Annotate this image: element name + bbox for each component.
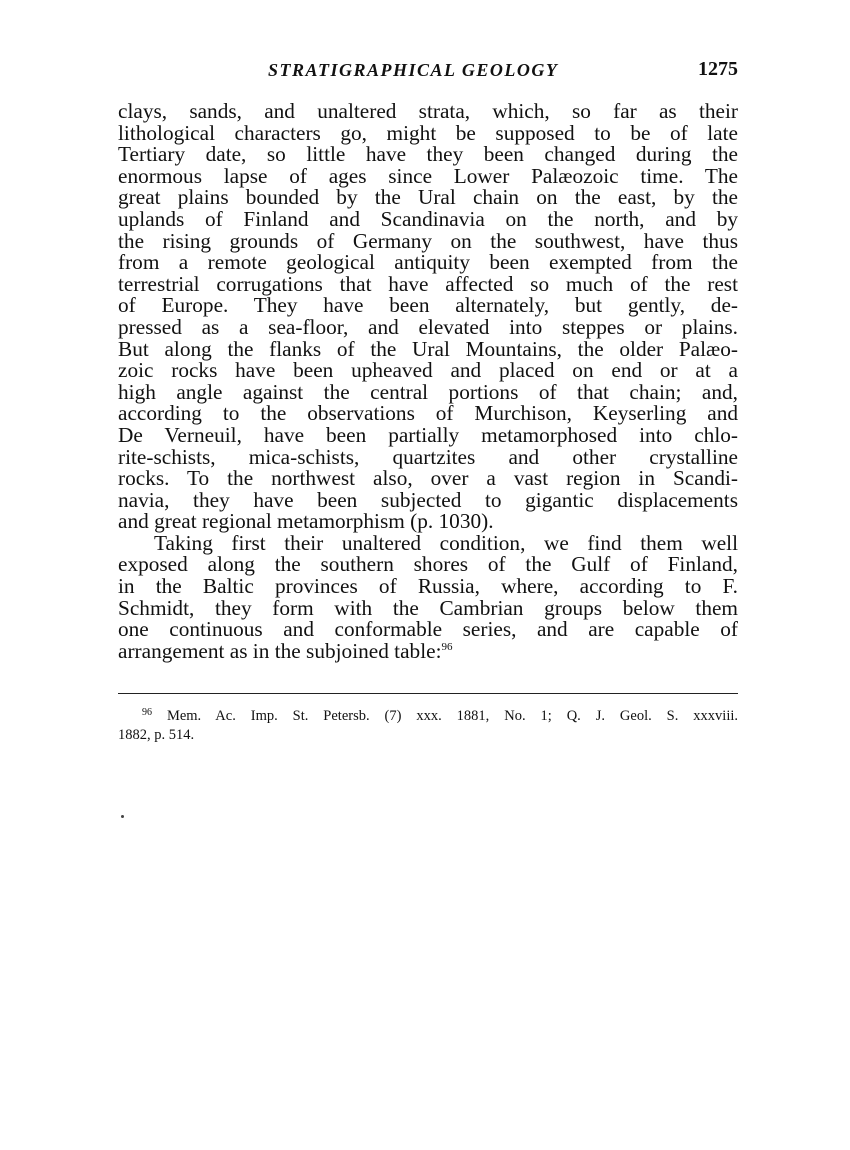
text-line: according to the observations of Murchison, Keyserling and: [118, 401, 738, 426]
text-line: great plains bounded by the Ural chain on the east, by the: [118, 185, 738, 210]
footnote: [118, 707, 738, 745]
running-title: STRATIGRAPHICAL GEOLOGY: [268, 60, 559, 80]
text-line: rocks. To the northwest also, over a vast region in Scandi-: [118, 466, 738, 491]
text-line: pressed as a sea-floor, and elevated into steppes or plains.: [118, 314, 738, 339]
footnote-text: Mem. Ac. Imp. St. Petersb. (7) xxx. 1881, No. 1; Q. J. Geol. S. xxxviii.: [166, 708, 738, 724]
text-line: Tertiary date, so little have they been changed during the: [118, 142, 738, 167]
page-speck: [121, 815, 124, 818]
text-line: lithological characters go, might be supposed to be of late: [118, 120, 738, 145]
footnote-line: 1882, p. 514.: [118, 727, 195, 743]
text-line: terrestrial corrugations that have affected so much of the rest: [118, 271, 738, 296]
text-line: clays, sands, and unaltered strata, which, so far as their: [118, 99, 738, 123]
footnote-number: 96: [142, 707, 152, 718]
text-line: and great regional metamorphism (p. 1030).: [118, 509, 494, 534]
text-line: high angle against the central portions of that chain; and,: [118, 379, 738, 404]
body-text: [118, 101, 738, 662]
text-line-content: arrangement as in the subjoined table:: [118, 638, 442, 663]
page-number: 1275: [698, 58, 738, 80]
text-line: in the Baltic provinces of Russia, where, according to F.: [118, 574, 738, 599]
text-line: from a remote geological antiquity been exempted from the: [118, 250, 738, 275]
text-line: uplands of Finland and Scandinavia on the north, and by: [118, 206, 738, 231]
text-line: one continuous and conformable series, and are capable of: [118, 617, 738, 642]
text-line: Schmidt, they form with the Cambrian groups below them: [118, 595, 738, 620]
text-line: exposed along the southern shores of the Gulf of Finland,: [118, 552, 738, 577]
text-line: Taking first their unaltered condition, we find them well: [154, 530, 738, 555]
running-header: [118, 60, 738, 90]
text-line: enormous lapse of ages since Lower Palæozoic time. The: [118, 163, 738, 188]
footnote-divider: [118, 693, 738, 694]
text-line-with-footnote-ref: [118, 638, 738, 663]
text-line: zoic rocks have been upheaved and placed on end or at a: [118, 358, 738, 383]
text-line: of Europe. They have been alternately, but gently, de-: [118, 293, 738, 318]
text-line: the rising grounds of Germany on the southwest, have thus: [118, 228, 738, 253]
text-line: But along the flanks of the Ural Mountains, the older Palæo-: [118, 336, 738, 361]
text-line: rite-schists, mica-schists, quartzites and other crystalline: [118, 444, 738, 469]
footnote-line: [118, 707, 738, 726]
footnote-reference[interactable]: 96: [441, 640, 453, 653]
text-line: navia, they have been subjected to gigantic displacements: [118, 487, 738, 512]
text-line: De Verneuil, have been partially metamorphosed into chlo-: [118, 422, 738, 447]
